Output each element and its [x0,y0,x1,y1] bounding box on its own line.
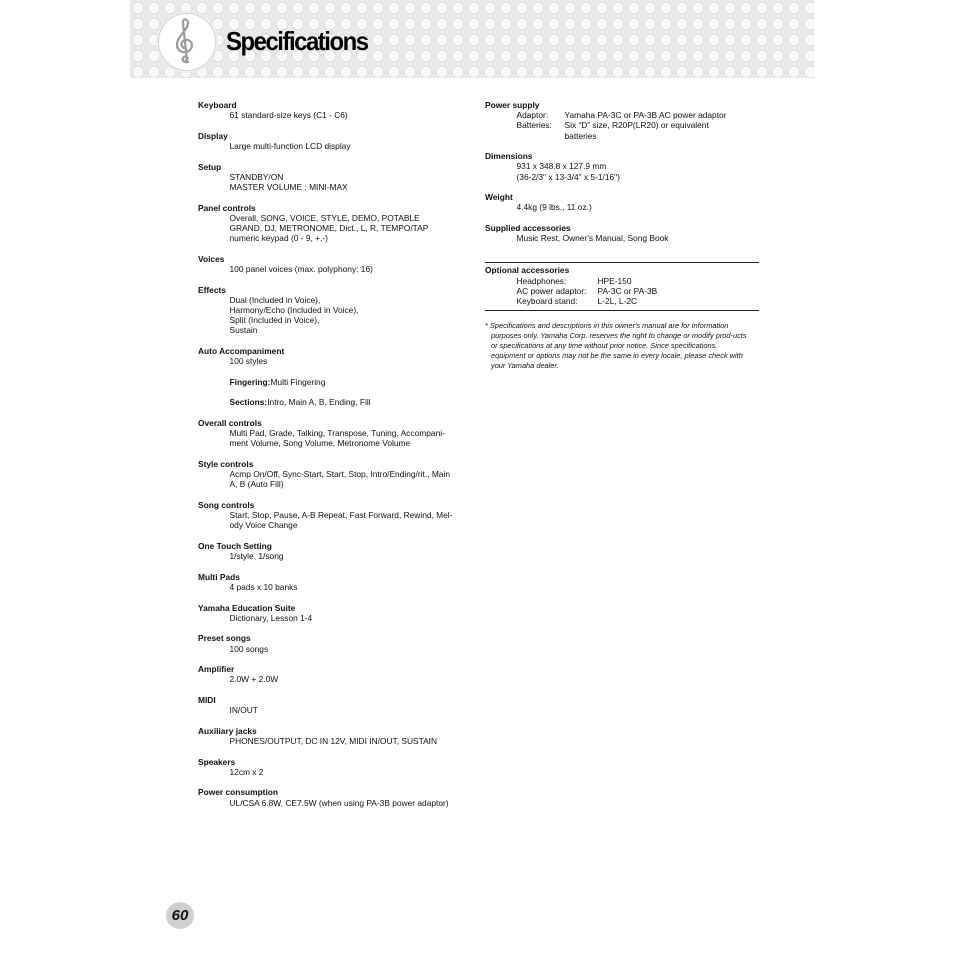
left-spec-column [198,100,474,818]
batteries-row [485,120,761,140]
accessory-key: Headphones: [516,275,567,286]
fingering-line [198,377,474,387]
spec-value: (36-2/3" x 13-3/4" x 5-1/16") [516,171,620,182]
spec-section [198,695,474,715]
spec-value: 100 songs [229,643,269,654]
spec-section [485,151,761,182]
spec-value: numeric keypad (0 - 9, +,-) [229,233,328,244]
spec-value: Overall, SONG, VOICE, STYLE, DEMO, POTABLE [229,212,420,223]
spec-section [198,500,474,531]
spec-label: Yamaha Education Suite [198,602,296,613]
spec-section [198,100,474,120]
spec-value: ment Volume, Song Volume, Metronome Volume [229,438,411,449]
sections-value: Intro, Main A, B, Ending, Fill [267,397,371,408]
optional-accessories-box [485,262,761,311]
spec-value: GRAND, DJ, METRONOME, Dict., L, R, TEMPO/TAP [229,223,429,233]
spec-label: Multi Pads [198,571,240,582]
spec-value: Split (Included in Voice), [229,315,320,326]
spec-label: Supplied accessories [485,223,571,233]
spec-section [198,254,474,274]
fingering-value: Multi Fingering [270,376,326,387]
spec-value: 12cm x 2 [229,766,264,777]
spec-label: Dimensions [485,151,533,162]
footnote: * Specifications and descriptions in this owner's manual are for information purposes only. Yamaha Corp. reserves the right to change or modify prod-ucts or specifications at any time without prior notice. Since specifications, equipment or options may not be the same in every locale, please check with your Yamaha dealer. [485,321,747,371]
spec-section [198,162,474,193]
spec-value: Dictionary, Lesson 1-4 [229,612,313,623]
spec-value: 2.0W + 2.0W [229,674,279,685]
spec-value: Acmp On/Off, Sync-Start, Start, Stop, Intro/Ending/rit., Main [229,469,450,480]
sections-line [198,397,474,407]
optional-accessory-row [485,296,761,306]
fingering-label: Fingering: [229,376,271,387]
spec-label: Keyboard [198,100,237,110]
spec-label: Speakers [198,756,236,767]
spec-section [198,726,474,746]
spec-section [485,192,761,212]
spec-section [198,787,474,807]
spec-label: Auxiliary jacks [198,725,257,736]
spec-power-supply [485,100,761,141]
spec-value: 4 pads x 10 banks [229,581,298,592]
treble-clef-icon [159,14,215,70]
spec-label: Optional accessories [485,265,570,276]
spec-label: Overall controls [198,417,262,428]
spec-section [198,603,474,623]
spec-section [198,285,474,336]
spec-value: Dual (Included in Voice), [229,294,321,305]
spec-label: Auto Accompaniment [198,346,285,356]
batteries-key: Batteries: [516,120,552,131]
spec-section [198,633,474,653]
spec-label: Setup [198,161,222,172]
spec-value: ody Voice Change [229,520,298,531]
spec-value: 100 styles [229,356,268,367]
spec-value: 4.4kg (9 lbs., 11 oz.) [516,202,592,213]
bottom-divider [485,310,759,311]
spec-value: PHONES/OUTPUT, DC IN 12V, MIDI IN/OUT, SUSTAIN [229,735,438,746]
spec-value: 931 x 348.8 x 127.9 mm [516,161,607,172]
right-spec-column [485,100,761,371]
adaptor-key: Adaptor: [516,110,549,121]
spec-value: A, B (Auto Fill) [229,479,284,490]
optional-accessories-body [485,263,761,310]
spec-label: Style controls [198,458,254,469]
spec-label: One Touch Setting [198,540,272,551]
accessory-value: PA-3C or PA-3B [597,285,658,296]
adaptor-value: Yamaha PA-3C or PA-3B AC power adaptor [564,110,727,121]
spec-section [198,541,474,561]
accessory-key: Keyboard stand: [516,296,578,307]
spec-label: Panel controls [198,202,256,213]
spec-value: Harmony/Echo (Included in Voice), [229,305,359,315]
spec-value: Large multi-function LCD display [229,141,351,151]
spec-section [198,203,474,244]
spec-value: 100 panel voices (max. polyphony: 16) [229,264,373,274]
spec-section [198,459,474,490]
batteries-value-line2: batteries [564,130,597,141]
spec-label: Power consumption [198,787,279,798]
spec-auto-accompaniment [198,346,474,408]
spec-value: IN/OUT [229,705,258,716]
spec-section [485,223,761,243]
spec-label: Effects [198,284,226,295]
accessory-value: HPE-150 [597,275,632,286]
spec-label: Preset songs [198,633,251,644]
accessory-key: AC power adaptor: [516,285,587,296]
spec-value: UL/CSA 6.8W, CE7.5W (when using PA-3B power adaptor) [229,797,449,808]
spec-section [198,131,474,151]
spec-label: Voices [198,253,225,264]
spec-value: MASTER VOLUME : MINI-MAX [229,182,348,192]
spec-value: Start, Stop, Pause, A-B Repeat, Fast Forward, Rewind, Mel- [229,510,453,521]
spec-section [198,418,474,449]
spec-section [198,664,474,684]
page-number: 60 [166,902,194,929]
spec-value: STANDBY/ON [229,171,284,182]
spec-label: Weight [485,192,513,203]
spec-label: MIDI [198,694,216,705]
optional-accessory-row [485,286,761,296]
spec-value: Music Rest, Owner's Manual, Song Book [516,233,669,244]
spec-value: Multi Pad, Grade, Talking, Transpose, Tuning, Accompani- [229,428,445,439]
spec-value: 61 standard-size keys (C1 - C6) [229,110,348,121]
optional-accessory-row [485,276,761,286]
spec-label: Amplifier [198,664,235,675]
spec-label: Display [198,130,228,141]
page-title: Specifications [226,26,368,56]
sections-label: Sections: [229,397,268,408]
batteries-value-line1: Six “D” size, R20P(LR20) or equivalent [564,120,709,131]
spec-label: Song controls [198,499,255,510]
spec-value: Sustain [229,325,258,336]
spec-value: 1/style, 1/song [229,551,284,562]
spec-label: Power supply [485,100,540,110]
adaptor-row [485,110,761,120]
spec-section [198,757,474,777]
spec-section [198,572,474,592]
batteries-value [565,120,762,140]
accessory-value: L-2L, L-2C [597,296,638,307]
